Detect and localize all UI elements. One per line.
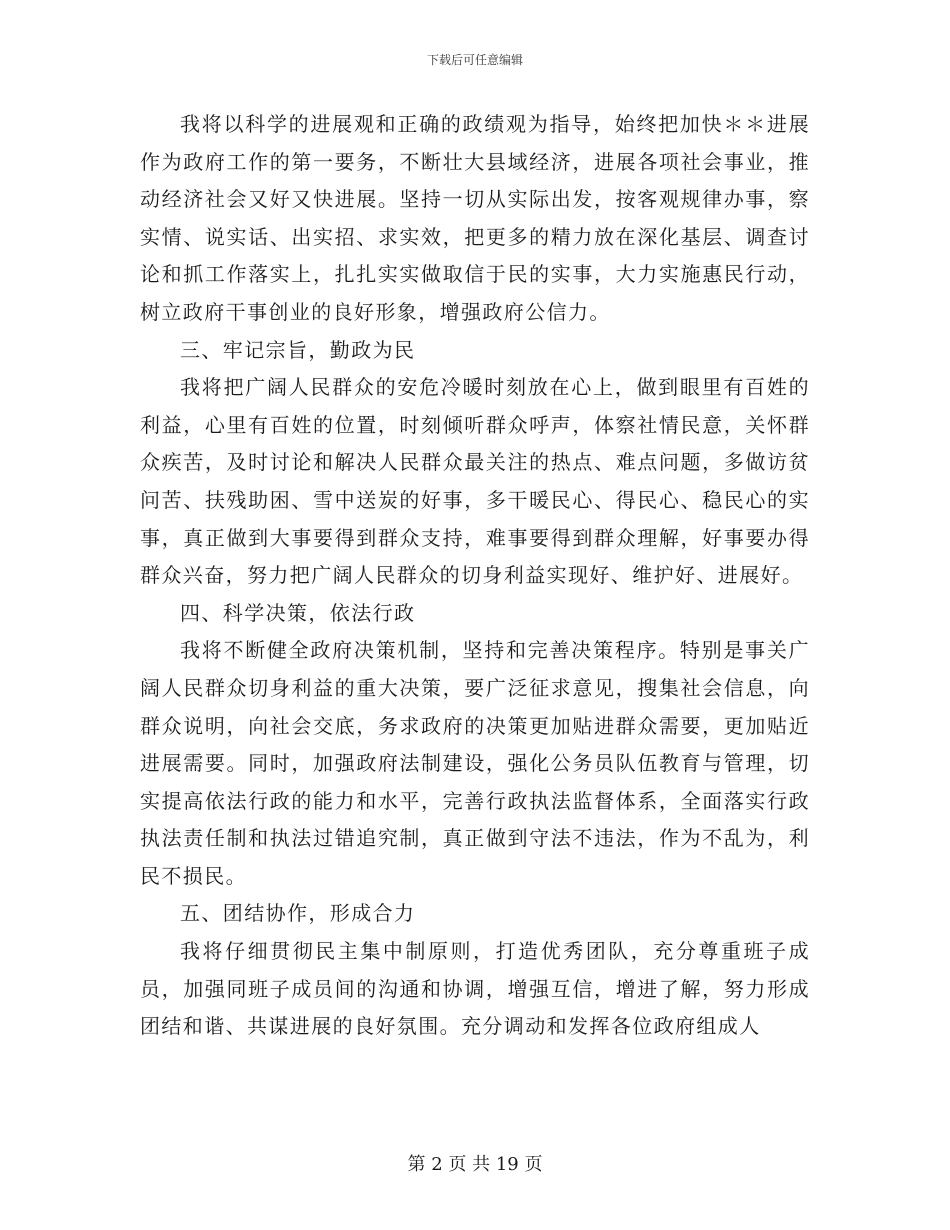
paragraph-work-philosophy: 我将以科学的进展观和正确的政绩观为指导，始终把加快＊＊进展作为政府工作的第一要务，不断壮大县域经济，进展各项社会事业，推动经济社会又好又快进展。坚持一切从实际出发，按客观规律办事，察实情、说实话、出实招、求实效，把更多的精力放在深化基层、调查讨论和抓工作落实上，扎扎实实做取信于民的实事，大力实施惠民行动，树立政府干事创业的良好形象，增强政府公信力。 <box>140 112 810 324</box>
section-heading-3: 三、牢记宗旨，勤政为民 <box>180 337 416 362</box>
paragraph-teamwork: 我将仔细贯彻民主集中制原则，打造优秀团队，充分尊重班子成员，加强同班子成员间的沟通和协调，增强互信，增进了解，努力形成团结和谐、共谋进展的良好氛围。充分调动和发挥各位政府组成人 <box>140 939 810 1039</box>
paragraph-serve-people: 我将把广阔人民群众的安危冷暖时刻放在心上，做到眼里有百姓的利益，心里有百姓的位置，时刻倾听群众呼声，体察社情民意，关怀群众疾苦，及时讨论和解决人民群众最关注的热点、难点问题，多做访贫问苦、扶残助困、雪中送炭的好事，多干暖民心、得民心、稳民心的实事，真正做到大事要得到群众支持，难事要得到群众理解，好事要办得群众兴奋，努力把广阔人民群众的切身利益实现好、维护好、进展好。 <box>140 375 810 588</box>
document-body <box>140 106 810 1046</box>
section-heading-4: 四、科学决策，依法行政 <box>180 600 416 625</box>
section-heading-5: 五、团结协作，形成合力 <box>180 901 416 926</box>
page-header-note: 下载后可任意编辑 <box>426 53 523 67</box>
paragraph-lawful-administration: 我将不断健全政府决策机制，坚持和完善决策程序。特别是事关广阔人民群众切身利益的重大决策，要广泛征求意见，搜集社会信息，向群众说明，向社会交底，务求政府的决策更加贴进群众需要，更加贴近进展需要。同时，加强政府法制建设，强化公务员队伍教育与管理，切实提高依法行政的能力和水平，完善行政执法监督体系，全面落实行政执法责任制和执法过错追究制，真正做到守法不违法，作为不乱为，利民不损民。 <box>140 638 810 888</box>
page-number: 第 2 页 共 19 页 <box>407 1154 543 1175</box>
